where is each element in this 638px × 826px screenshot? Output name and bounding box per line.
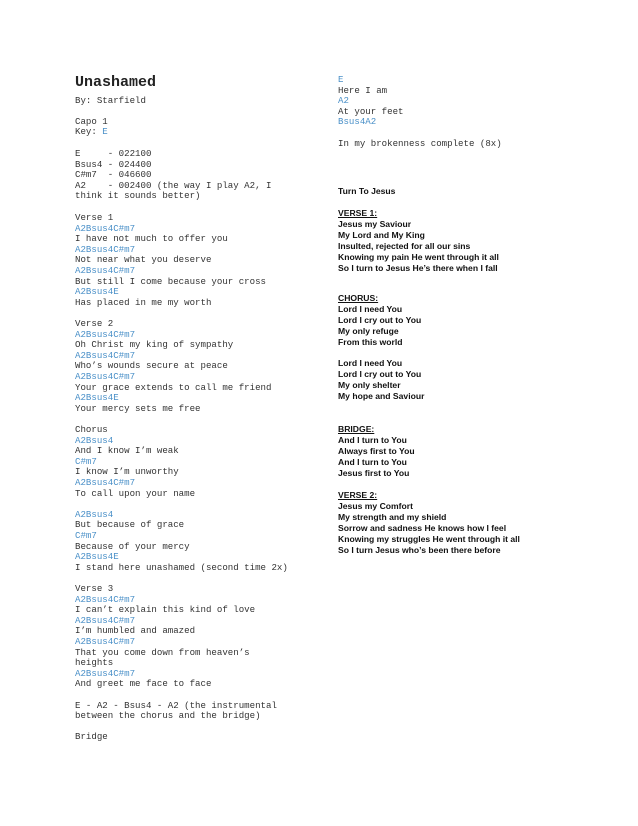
lyric-line: Your mercy sets me free (75, 402, 201, 414)
lyric-line: Verse 3 (75, 583, 114, 594)
lyric-line: Here I am (338, 84, 388, 96)
lyric-line: Because of your mercy (75, 540, 190, 552)
lyrics-line: Knowing my struggles He went through it all (338, 533, 520, 544)
lyric-line: Chorus (75, 424, 108, 435)
lyrics-line: My strength and my shield (338, 511, 447, 522)
capo-line: Capo 1 (75, 116, 108, 127)
lyric-line: Verse 2 (75, 318, 114, 329)
lyric-line: But still I come because your cross (75, 275, 266, 287)
key-label: Key: (75, 126, 103, 137)
lyric-line: And I know I’m weak (75, 445, 179, 457)
lyrics-line: Lord I cry out to You (338, 314, 422, 325)
chord-line: A2Bsus4C#m7 (75, 371, 136, 382)
lyric-line: between the chorus and the bridge) (75, 710, 261, 722)
lyric-line: Bridge (75, 731, 108, 743)
lyric-line: Oh Christ my king of sympathy (75, 339, 234, 351)
song-title: Unashamed (75, 74, 157, 91)
lyrics-line: From this world (338, 336, 403, 347)
lyric-line: In my brokenness complete (8x) (338, 137, 502, 149)
chord-line: A2Bsus4C#m7 (75, 667, 136, 679)
lyrics-line: Knowing my pain He went through it all (338, 251, 499, 262)
chord-line: A2Bsus4C#m7 (75, 243, 136, 255)
lyrics-line: And I turn to You (338, 456, 407, 467)
lyric-line: That you come down from heaven’s (75, 646, 250, 658)
chord-line: Bsus4A2 (338, 116, 377, 128)
lyric-line: I’m humbled and amazed (75, 625, 196, 637)
lyric-line: I have not much to offer you (75, 233, 228, 245)
song-header (75, 96, 325, 138)
lyrics-line: Always first to You (338, 445, 415, 456)
chord-line: C#m7 (75, 530, 97, 541)
lyrics-line: Jesus my Saviour (338, 218, 412, 229)
chord-definition: A2 - 002400 (the way I play A2, I (75, 179, 272, 191)
chord-line: A2Bsus4C#m7 (75, 349, 136, 361)
chord-definition: C#m7 - 046600 (75, 169, 152, 181)
lyric-line: heights (75, 657, 114, 669)
lyric-line: At your feet (338, 105, 404, 117)
lyric-line: Verse 1 (75, 212, 114, 223)
chord-line: A2Bsus4C#m7 (75, 477, 136, 488)
lyrics-line: Jesus my Comfort (338, 500, 413, 511)
lyric-line: I stand here unashamed (second time 2x) (75, 561, 288, 573)
lyrics-line: And I turn to You (338, 434, 407, 445)
chord-line: A2Bsus4E (75, 286, 119, 298)
lyric-line: I know I’m unworthy (75, 466, 179, 478)
lyrics-line: So I turn to Jesus He’s there when I fall (338, 262, 498, 273)
lyric-line: Your grace extends to call me friend (75, 381, 272, 393)
lyrics-section-heading: VERSE 1: (338, 208, 378, 218)
chord-line: A2Bsus4C#m7 (75, 328, 136, 340)
lyric-line: Not near what you deserve (75, 254, 212, 266)
chord-line: A2Bsus4E (75, 392, 119, 404)
chord-line: A2Bsus4 (75, 508, 114, 520)
chord-line: A2Bsus4E (75, 551, 119, 563)
chord-line: A2Bsus4C#m7 (75, 614, 136, 626)
lyrics-line: Insulted, rejected for all our sins (338, 240, 471, 251)
chord-line: A2Bsus4C#m7 (75, 265, 136, 276)
chord-definition: E - 022100 (75, 148, 152, 159)
lyrics-title: Turn To Jesus (338, 186, 396, 196)
chord-definition: think it sounds better) (75, 190, 201, 202)
lyrics-line: Lord I cry out to You (338, 369, 422, 380)
lyrics-line: My hope and Saviour (338, 391, 425, 402)
lyrics-line: So I turn Jesus who’s been there before (338, 544, 501, 555)
lyric-line: Who’s wounds secure at peace (75, 360, 228, 372)
lyrics-line: Lord I need You (338, 358, 403, 369)
lyrics-line: Sorrow and sadness He knows how I feel (338, 522, 507, 533)
chord-line: A2Bsus4C#m7 (75, 593, 136, 605)
chord-line: C#m7 (75, 455, 97, 467)
key-value: E (102, 126, 108, 137)
chord-line: A2 (338, 95, 349, 107)
lyric-line: Has placed in me my worth (75, 296, 212, 308)
lyrics-section-heading: CHORUS: (338, 293, 379, 303)
artist-line: By: Starfield (75, 95, 146, 106)
chord-line: A2Bsus4C#m7 (75, 222, 136, 234)
chord-line: A2Bsus4C#m7 (75, 636, 136, 647)
chord-line: A2Bsus4 (75, 434, 114, 446)
lyrics-section-heading: BRIDGE: (338, 424, 375, 434)
lyric-line: To call upon your name (75, 487, 196, 499)
key-line (75, 127, 108, 138)
lyrics-line: Jesus first to You (338, 467, 410, 478)
lyrics-line: My only refuge (338, 325, 399, 336)
lyrics-line: My only shelter (338, 380, 401, 391)
lyric-line: I can’t explain this kind of love (75, 604, 256, 616)
lyric-line: E - A2 - Bsus4 - A2 (the instrumental (75, 699, 277, 711)
chord-line: E (338, 74, 344, 85)
lyric-line: And greet me face to face (75, 678, 212, 690)
lyrics-line: Lord I need You (338, 303, 403, 314)
lyrics-section-heading: VERSE 2: (338, 490, 378, 500)
lyric-line: But because of grace (75, 519, 185, 531)
chord-definition: Bsus4 - 024400 (75, 158, 152, 170)
lyrics-line: My Lord and My King (338, 229, 425, 240)
